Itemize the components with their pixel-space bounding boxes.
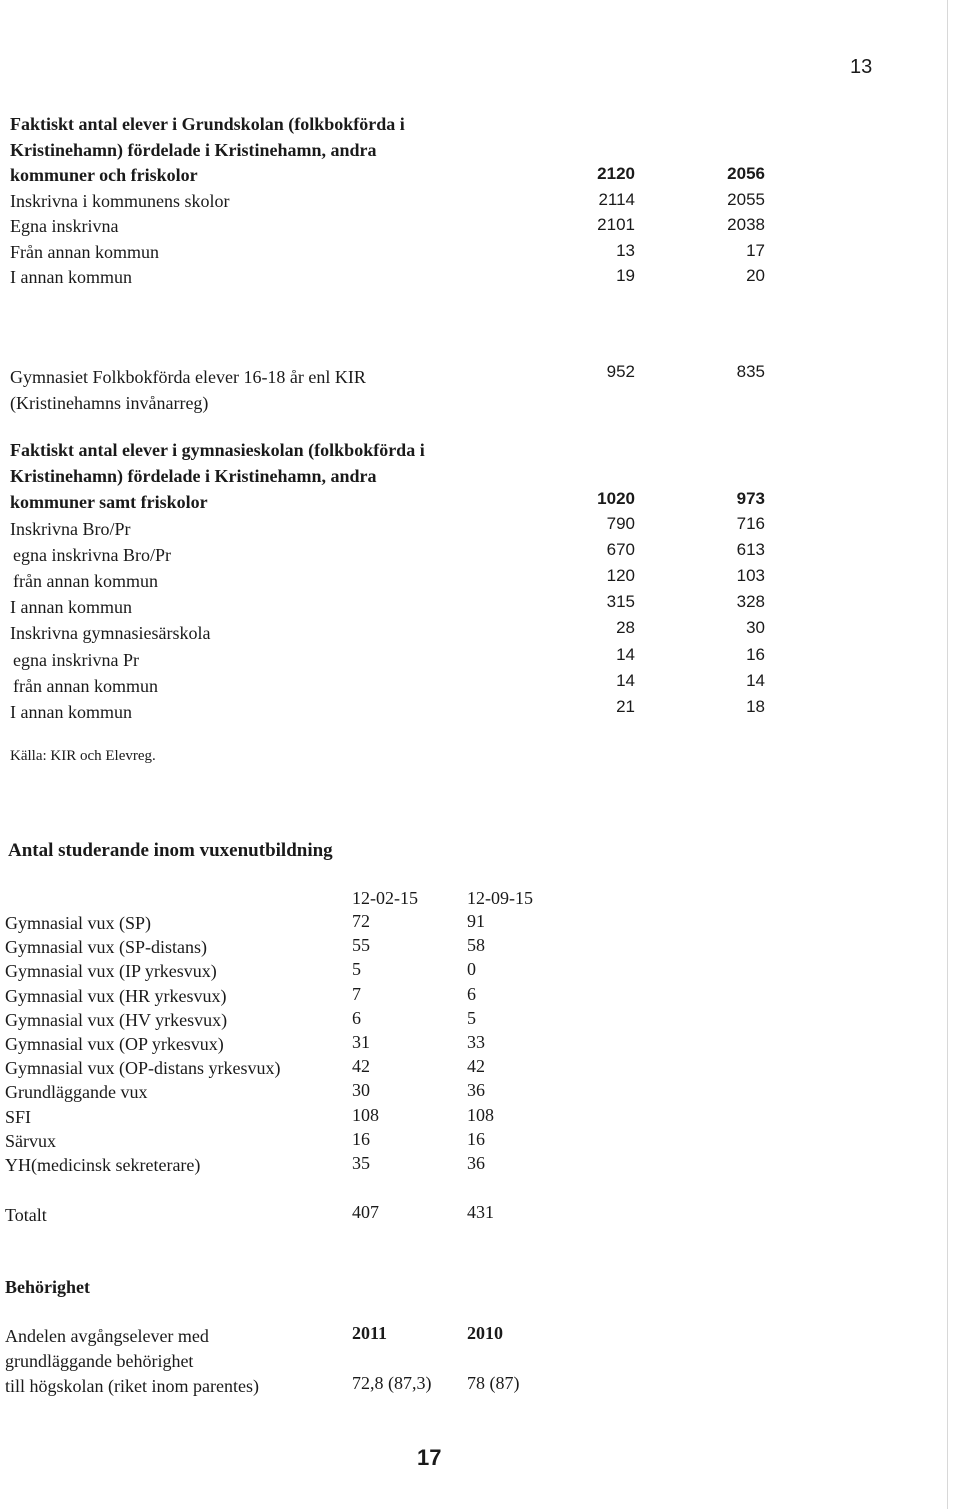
behorighet-line: grundläggande behörighet <box>5 1351 194 1371</box>
gymnasieskolan-row-value-1: 790 <box>606 513 635 533</box>
grundskolan-row-value-1: 19 <box>616 266 635 285</box>
behorighet-year-2: 2010 <box>467 1323 503 1343</box>
vux-row-value-2: 58 <box>467 935 485 956</box>
gymnasieskolan-total-1: 1020 <box>597 489 635 509</box>
page-edge-rule <box>947 0 948 1509</box>
gymnasieskolan-row-label: egna inskrivna Bro/Pr <box>13 544 171 565</box>
vux-row-label: SFI <box>5 1106 32 1127</box>
gymnasieskolan-row-value-2: 716 <box>736 513 765 533</box>
vux-row-value-1: 35 <box>352 1153 370 1173</box>
vux-row-label: Gymnasial vux (OP-distans yrkesvux) <box>5 1058 281 1079</box>
gymnasieskolan-row-value-2: 30 <box>746 618 765 638</box>
grundskolan-total-2: 2056 <box>727 164 765 183</box>
gymnasieskolan-title-line: kommuner samt friskolor <box>10 492 208 513</box>
vux-row-label: Gymnasial vux (IP yrkesvux) <box>5 961 217 982</box>
vux-row-value-1: 30 <box>352 1080 370 1101</box>
vux-row-value-2: 108 <box>467 1104 494 1125</box>
gymnasieskolan-row-value-2: 14 <box>746 670 765 690</box>
page-number-top: 13 <box>850 56 873 78</box>
grundskolan-row-value-1: 2114 <box>598 189 635 209</box>
vux-row-value-2: 5 <box>467 1007 476 1028</box>
grundskolan-title-line: Faktiskt antal elever i Grundskolan (folkbokförda i <box>10 114 405 134</box>
gymnasieskolan-row-value-1: 120 <box>606 566 635 585</box>
gymnasieskolan-title-line: Faktiskt antal elever i gymnasieskolan (folkbokförda i <box>10 440 425 460</box>
behorighet-line: till högskolan (riket inom parentes) <box>5 1376 259 1396</box>
gymnasieskolan-row-value-1: 21 <box>616 697 635 716</box>
gymnasieskolan-total-2: 973 <box>736 489 765 509</box>
gymnasieskolan-row-value-2: 328 <box>736 592 765 612</box>
gymnasieskolan-row-label: från annan kommun <box>13 571 158 591</box>
vux-row-value-1: 6 <box>352 1007 361 1028</box>
gymnasieskolan-row-label: Inskrivna Bro/Pr <box>10 518 131 539</box>
vux-total-value-2: 431 <box>467 1202 494 1222</box>
gymnasiet-line: Gymnasiet Folkbokförda elever 16-18 år enl KIR <box>10 367 366 387</box>
grundskolan-row-value-2: 2038 <box>727 215 765 234</box>
vux-row-value-1: 31 <box>352 1032 370 1052</box>
gymnasieskolan-row-label: från annan kommun <box>13 675 158 696</box>
gymnasieskolan-row-label: egna inskrivna Pr <box>13 649 139 670</box>
vux-total-label: Totalt <box>5 1205 47 1225</box>
vux-row-value-1: 42 <box>352 1056 370 1077</box>
vux-row-value-2: 0 <box>467 959 476 980</box>
vux-row-value-1: 16 <box>352 1128 370 1149</box>
vux-row-label: Gymnasial vux (HV yrkesvux) <box>5 1009 228 1030</box>
behorighet-line: Andelen avgångselever med <box>5 1326 209 1346</box>
gymnasieskolan-row-value-2: 18 <box>746 697 765 716</box>
vux-row-label: Gymnasial vux (SP) <box>5 913 151 933</box>
vux-row-value-1: 7 <box>352 983 361 1004</box>
grundskolan-row-value-1: 13 <box>616 240 635 260</box>
vux-row-value-1: 72 <box>352 911 370 931</box>
gymnasieskolan-row-value-1: 670 <box>606 539 635 559</box>
gymnasieskolan-row-value-2: 613 <box>736 539 765 559</box>
gymnasieskolan-row-label: I annan kommun <box>10 702 132 722</box>
vux-row-label: Särvux <box>5 1130 56 1151</box>
vux-row-value-2: 33 <box>467 1032 485 1052</box>
grundskolan-row-label: I annan kommun <box>10 267 132 287</box>
vux-row-value-2: 6 <box>467 983 476 1004</box>
vux-row-label: Gymnasial vux (HR yrkesvux) <box>5 985 227 1006</box>
vux-row-label: Gymnasial vux (SP-distans) <box>5 937 207 958</box>
gymnasieskolan-row-label: Inskrivna gymnasiesärskola <box>10 623 211 644</box>
gymnasieskolan-row-value-2: 16 <box>746 644 765 664</box>
vux-row-label: Grundläggande vux <box>5 1082 148 1103</box>
page-number-bottom: 17 <box>417 1445 442 1470</box>
vux-total-value-1: 407 <box>352 1202 379 1222</box>
gymnasieskolan-title-line: Kristinehamn) fördelade i Kristinehamn, andra <box>10 466 377 487</box>
vux-col-header-1: 12-02-15 <box>352 888 418 908</box>
gymnasiet-value-1: 952 <box>606 362 635 381</box>
behorighet-year-1: 2011 <box>352 1323 388 1343</box>
grundskolan-title-line: Kristinehamn) fördelade i Kristinehamn, andra <box>10 139 377 160</box>
gymnasieskolan-row-value-2: 103 <box>736 566 765 585</box>
grundskolan-row-label: Från annan kommun <box>10 241 159 262</box>
grundskolan-row-value-2: 2055 <box>727 189 765 209</box>
gymnasieskolan-row-value-1: 28 <box>616 618 635 638</box>
behorighet-value-2: 78 (87) <box>467 1373 520 1393</box>
gymnasieskolan-row-value-1: 14 <box>616 644 635 664</box>
behorighet-value-1: 72,8 (87,3) <box>352 1373 432 1393</box>
vux-row-value-2: 36 <box>467 1080 485 1101</box>
gymnasieskolan-row-label: I annan kommun <box>10 597 132 618</box>
grundskolan-row-value-2: 17 <box>746 240 765 260</box>
vux-row-label: YH(medicinsk sekreterare) <box>5 1155 201 1175</box>
vux-row-value-1: 55 <box>352 935 370 956</box>
grundskolan-row-label: Inskrivna i kommunens skolor <box>10 190 230 211</box>
grundskolan-row-label: Egna inskrivna <box>10 216 119 236</box>
vux-heading: Antal studerande inom vuxenutbildning <box>8 840 333 861</box>
behorighet-heading: Behörighet <box>5 1277 90 1297</box>
vux-row-value-1: 5 <box>352 959 361 980</box>
grundskolan-total-1: 2120 <box>597 164 635 183</box>
source-note: Källa: KIR och Elevreg. <box>10 748 156 764</box>
grundskolan-row-value-2: 20 <box>746 266 765 285</box>
gymnasieskolan-row-value-1: 315 <box>606 592 635 612</box>
vux-row-value-2: 91 <box>467 911 485 931</box>
gymnasieskolan-row-value-1: 14 <box>616 670 635 690</box>
vux-row-value-1: 108 <box>352 1104 379 1125</box>
vux-row-value-2: 36 <box>467 1153 485 1173</box>
gymnasiet-value-2: 835 <box>736 362 765 381</box>
gymnasiet-line: (Kristinehamns invånarreg) <box>10 393 209 413</box>
vux-row-value-2: 42 <box>467 1056 485 1077</box>
vux-col-header-2: 12-09-15 <box>467 888 533 908</box>
grundskolan-title-line: kommuner och friskolor <box>10 165 198 185</box>
grundskolan-row-value-1: 2101 <box>597 215 635 234</box>
vux-row-label: Gymnasial vux (OP yrkesvux) <box>5 1034 224 1054</box>
vux-row-value-2: 16 <box>467 1128 485 1149</box>
